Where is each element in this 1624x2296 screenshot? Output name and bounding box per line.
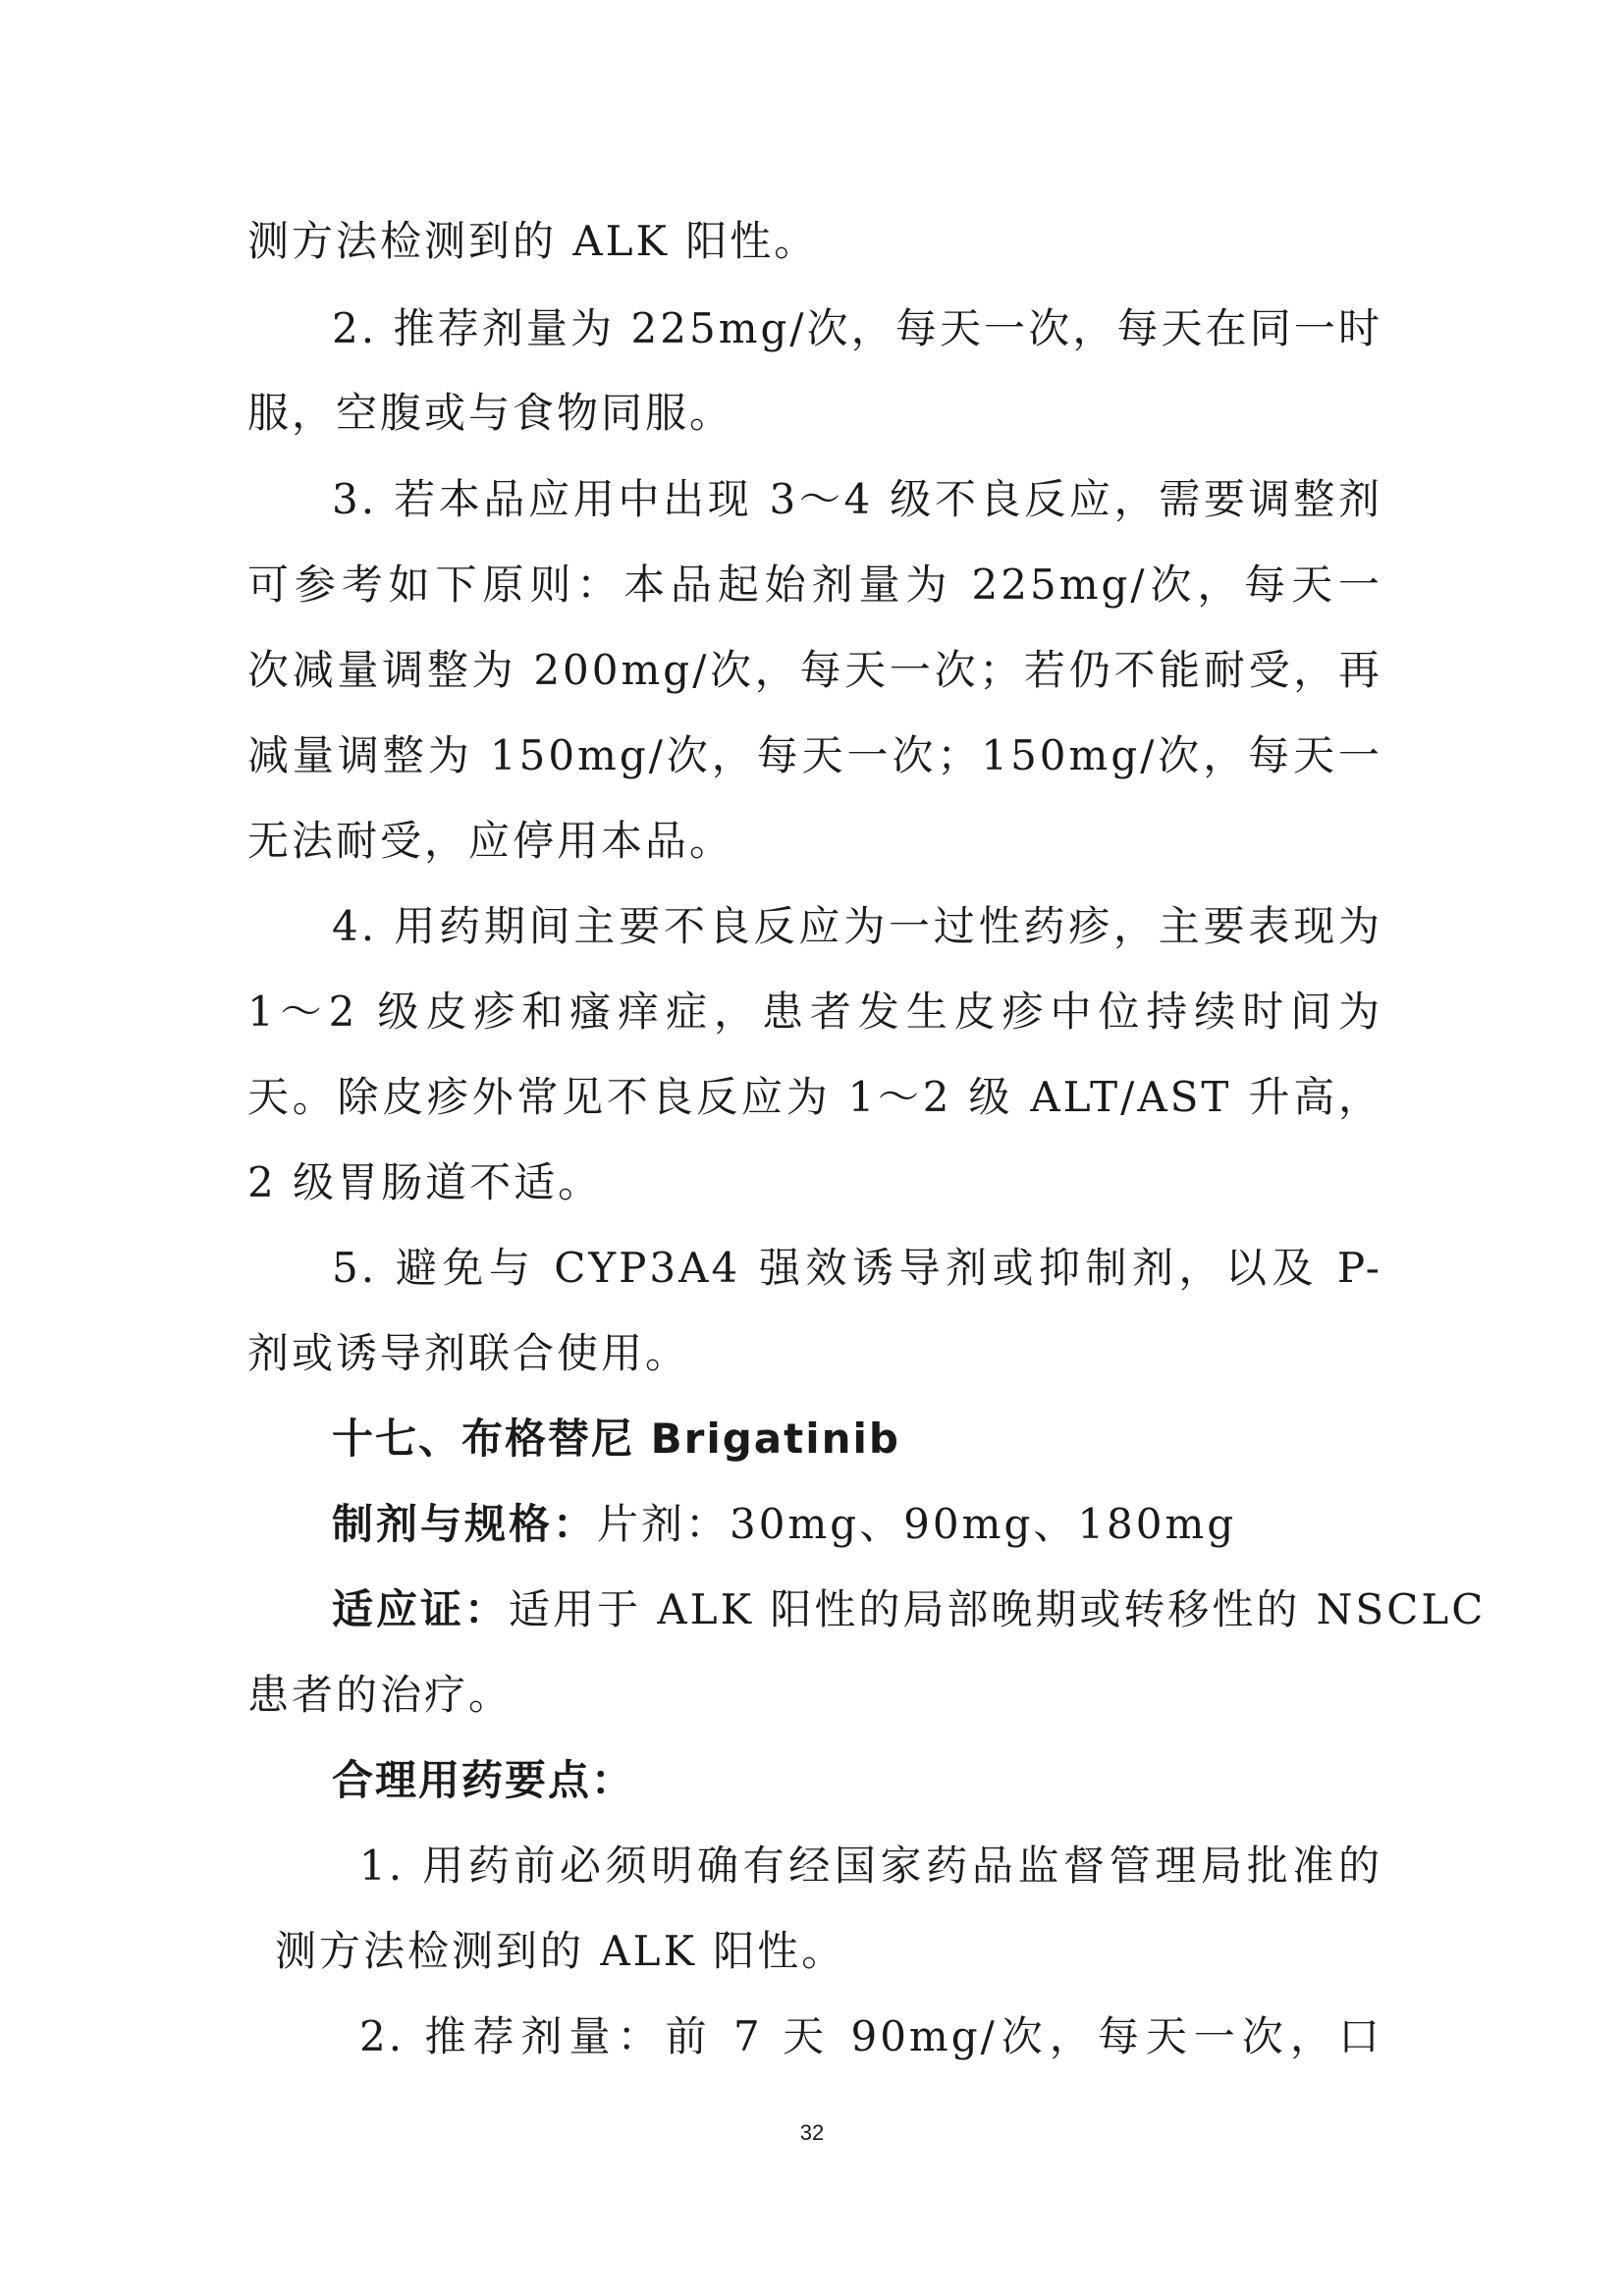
key-point-line: 测方法检测到的 ALK 阳性。 [275, 1927, 846, 1975]
indication-value: 适用于 ALK 阳性的局部晚期或转移性的 NSCLC [509, 1585, 1487, 1633]
formulation-label: 制剂与规格： [332, 1500, 598, 1548]
paragraph-line: 4. 用药期间主要不良反应为一过性药疹，主要表现为 [332, 902, 1382, 950]
paragraph-line: 可参考如下原则：本品起始剂量为 225mg/次，每天一 [247, 561, 1382, 609]
paragraph-line: 测方法检测到的 ALK 阳性。 [247, 217, 819, 265]
formulation-value: 片剂：30mg、90mg、180mg [597, 1500, 1237, 1548]
indication-line [332, 1580, 1486, 1639]
paragraph-line: 5. 避免与 CYP3A4 强效诱导剂或抑制剂，以及 P- [332, 1244, 1382, 1292]
paragraph-line: 剂或诱导剂联合使用。 [247, 1329, 690, 1377]
key-points-heading: 合理用药要点： [332, 1756, 635, 1804]
paragraph-line: 2 级胃肠道不适。 [247, 1158, 603, 1206]
key-point-line: 2. 推荐剂量：前 7 天 90mg/次，每天一次，口 [359, 2012, 1382, 2060]
formulation-line [332, 1495, 1236, 1554]
paragraph-line: 1～2 级皮疹和瘙痒症，患者发生皮疹中位持续时间为 [247, 988, 1382, 1036]
page-number: 32 [799, 2120, 825, 2145]
paragraph-line: 次减量调整为 200mg/次，每天一次；若仍不能耐受，再 [247, 646, 1382, 694]
paragraph-line: 2. 推荐剂量为 225mg/次，每天一次，每天在同一时 [332, 304, 1382, 352]
paragraph-line: 3. 若本品应用中出现 3～4 级不良反应，需要调整剂 [332, 475, 1382, 523]
paragraph-line: 减量调整为 150mg/次，每天一次；150mg/次，每天一 [247, 731, 1382, 779]
paragraph-line: 天。除皮疹外常见不良反应为 1～2 级 ALT/AST 升高， [247, 1073, 1382, 1121]
paragraph-line: 服，空腹或与食物同服。 [247, 389, 734, 437]
indication-label: 适应证： [332, 1585, 510, 1633]
indication-value-continued: 患者的治疗。 [247, 1671, 514, 1719]
key-point-line: 1. 用药前必须明确有经国家药品监督管理局批准的 [359, 1842, 1382, 1890]
paragraph-line: 无法耐受，应停用本品。 [247, 817, 734, 865]
section-heading: 十七、布格替尼 Brigatinib [332, 1415, 900, 1463]
